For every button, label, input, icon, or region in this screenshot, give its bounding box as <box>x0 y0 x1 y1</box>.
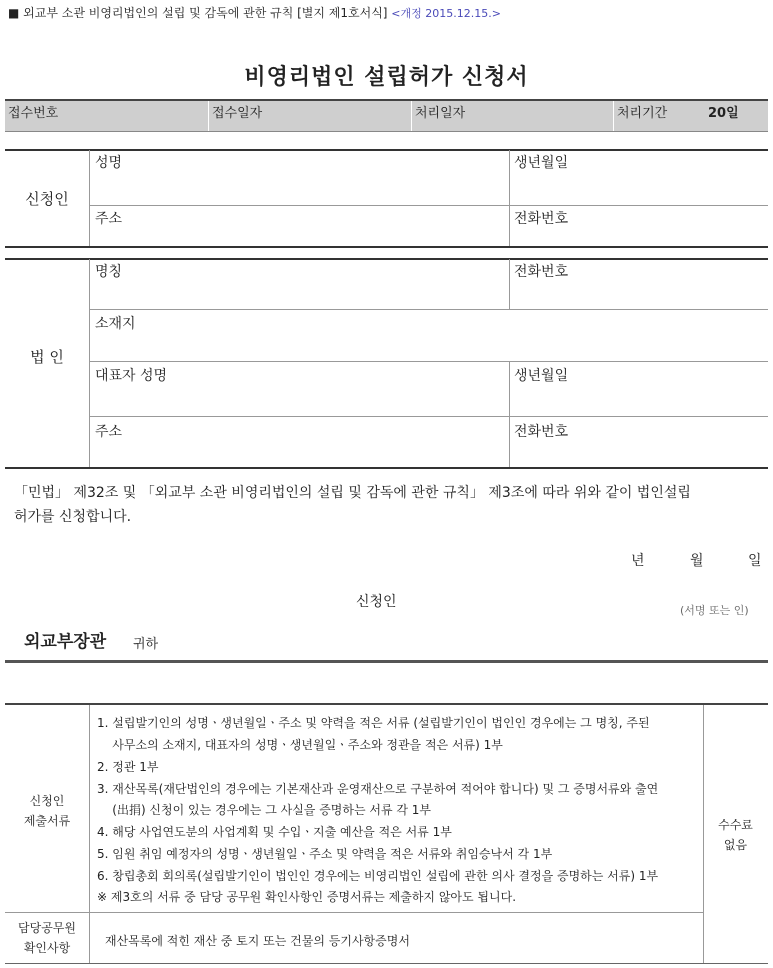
declaration-text <box>14 481 766 529</box>
processing-period-label: 처리기간 <box>617 106 668 121</box>
divider <box>89 259 90 468</box>
applicant-phone-label: 전화번호 <box>514 211 569 227</box>
official-check-label-line: 확인사항 <box>23 941 71 955</box>
processing-period-value: 20일 <box>708 106 739 121</box>
official-check-label <box>5 918 89 958</box>
date-day-label: 일 <box>748 553 762 569</box>
document-item: 6. 창립총회 회의록(설립발기인이 법인인 경우에는 비영리법인 설립에 관한 의사 결정을 증명하는 서류) 1부 <box>97 869 659 883</box>
corporation-name-label: 명칭 <box>95 264 123 280</box>
form-reference <box>8 4 501 21</box>
document-item: 4. 해당 사업연도분의 사업계획 및 수입ㆍ지출 예산을 적은 서류 1부 <box>97 825 452 839</box>
document-item: 5. 임원 취임 예정자의 성명ㆍ생년월일ㆍ주소 및 약력을 적은 서류와 취임승낙서 각 1부 <box>97 847 553 861</box>
applicant-address-label: 주소 <box>95 211 123 227</box>
representative-phone-label: 전화번호 <box>514 424 569 440</box>
date-year-label: 년 <box>631 553 645 569</box>
document-item: 2. 정관 1부 <box>97 760 159 774</box>
addressee-name: 외교부장관 <box>24 632 107 652</box>
applicant-name-label: 성명 <box>95 155 123 171</box>
official-check-label-line: 담당공무원 <box>18 921 76 935</box>
applicant-birth-label: 생년월일 <box>514 155 569 171</box>
documents-label-line: 신청인 <box>29 794 65 808</box>
divider <box>89 361 768 362</box>
revision-note: <개정 2015.12.15.> <box>391 7 501 20</box>
declaration-line: 「민법」 제32조 및 「외교부 소관 비영리법인의 설립 및 감독에 관한 규칙」 제3조에 따라 위와 같이 법인설립 <box>14 485 691 501</box>
document-item: 사무소의 소재지, 대표자의 성명ㆍ생년월일ㆍ주소와 정관을 적은 서류) 1부 <box>97 738 503 752</box>
document-item: 3. 재산목록(재단법인의 경우에는 기본재산과 운영재산으로 구분하여 적어야 합니다) 및 그 증명서류와 출연 <box>97 782 659 796</box>
divider <box>5 912 703 913</box>
signature-note: (서명 또는 인) <box>680 604 749 617</box>
divider <box>89 309 768 310</box>
corporation-phone-label: 전화번호 <box>514 264 569 280</box>
divider <box>509 259 510 309</box>
corporation-address-label: 주소 <box>95 424 123 440</box>
receipt-number-label: 접수번호 <box>8 106 59 121</box>
representative-name-label: 대표자 성명 <box>95 368 168 384</box>
receipt-date-label: 접수일자 <box>212 106 263 121</box>
form-reference-text: ■ 외교부 소관 비영리법인의 설립 및 감독에 관한 규칙 [별지 제1호서식] <box>8 6 388 20</box>
document-item: (出捐) 신청이 있는 경우에는 그 사실을 증명하는 서류 각 1부 <box>97 803 432 817</box>
processed-date-label: 처리일자 <box>415 106 466 121</box>
divider <box>509 150 510 247</box>
documents-table <box>5 703 768 964</box>
divider <box>89 416 768 417</box>
fee-value: 없음 <box>723 838 748 852</box>
documents-label-line: 제출서류 <box>23 814 71 828</box>
divider <box>5 246 768 248</box>
corporation-location-label: 소재지 <box>95 316 136 332</box>
declaration-line: 허가를 신청합니다. <box>14 509 132 525</box>
representative-birth-label: 생년월일 <box>514 368 569 384</box>
applicant-section-label: 신청인 <box>25 190 69 208</box>
divider <box>5 258 768 260</box>
divider <box>5 660 768 663</box>
divider <box>509 362 510 468</box>
divider <box>89 705 90 963</box>
page-title: 비영리법인 설립허가 신청서 <box>244 65 529 90</box>
date-month-label: 월 <box>690 553 704 569</box>
corporation-section-label: 법 인 <box>30 348 64 366</box>
addressee-suffix: 귀하 <box>133 637 159 652</box>
official-check-item: 재산목록에 적힌 재산 중 토지 또는 건물의 등기사항증명서 <box>105 934 410 948</box>
divider <box>5 467 768 469</box>
divider <box>89 205 768 206</box>
divider <box>5 149 768 151</box>
fee-label <box>703 815 768 855</box>
document-item: 1. 설립발기인의 성명ㆍ생년월일ㆍ주소 및 약력을 적은 서류 (설립발기인이 법인인 경우에는 그 명칭, 주된 <box>97 716 650 730</box>
fee-label-line: 수수료 <box>718 818 753 832</box>
signature-applicant-label: 신청인 <box>356 594 397 610</box>
receipt-bar <box>5 99 768 132</box>
divider <box>89 150 90 247</box>
document-note: ※ 제3호의 서류 중 담당 공무원 확인사항인 증명서류는 제출하지 않아도 됩니다. <box>97 890 517 904</box>
documents-label <box>5 791 89 831</box>
